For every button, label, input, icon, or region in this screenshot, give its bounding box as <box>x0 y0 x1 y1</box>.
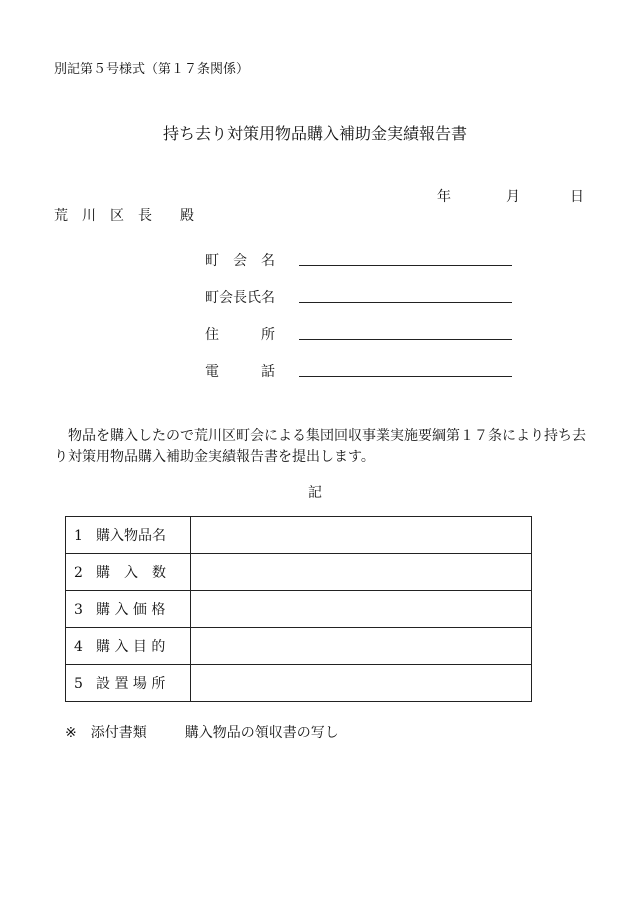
field-input-phone[interactable] <box>299 375 512 377</box>
item-label-cell: 5 設 置 場 所 <box>66 665 191 702</box>
items-table <box>65 516 532 702</box>
field-input-town-association[interactable] <box>299 264 512 266</box>
table-row <box>66 517 532 554</box>
table-row <box>66 591 532 628</box>
table-row <box>66 665 532 702</box>
table-row <box>66 554 532 591</box>
attachment-value: 購入物品の領収書の写し <box>184 725 339 741</box>
date-year: 年 <box>437 189 451 205</box>
date-month: 月 <box>506 189 520 205</box>
field-input-chair-name[interactable] <box>299 301 512 303</box>
item-label-cell: 2 購 入 数 <box>66 554 191 591</box>
item-value-cell-quantity[interactable] <box>191 554 532 591</box>
field-label-chair-name: 町会長氏名 <box>205 290 275 306</box>
item-label-cell: 3 購 入 価 格 <box>66 591 191 628</box>
document-title: 持ち去り対策用物品購入補助金実績報告書 <box>162 124 467 143</box>
field-label-phone: 電 話 <box>205 364 275 380</box>
date-day: 日 <box>570 189 584 205</box>
attachment-mark: ※ <box>65 725 77 741</box>
field-label-town-association: 町 会 名 <box>205 253 275 269</box>
form-number: 別記第５号様式（第１７条関係） <box>54 62 250 77</box>
item-value-cell-purchased-item[interactable] <box>191 517 532 554</box>
item-label-cell: 1 購入物品名 <box>66 517 191 554</box>
ki-heading: 記 <box>308 485 322 501</box>
table-row <box>66 628 532 665</box>
attachment-note <box>65 722 339 742</box>
field-label-address: 住 所 <box>205 327 275 343</box>
item-value-cell-purpose[interactable] <box>191 628 532 665</box>
addressee: 荒 川 区 長 殿 <box>54 208 194 224</box>
item-value-cell-location[interactable] <box>191 665 532 702</box>
attachment-label: 添付書類 <box>90 725 147 741</box>
item-label-cell: 4 購 入 目 的 <box>66 628 191 665</box>
item-value-cell-price[interactable] <box>191 591 532 628</box>
field-input-address[interactable] <box>299 338 512 340</box>
body-text: 物品を購入したので荒川区町会による集団回収事業実施要綱第１７条により持ち去り対策用物品購入補助金実績報告書を提出します。 <box>54 428 586 465</box>
